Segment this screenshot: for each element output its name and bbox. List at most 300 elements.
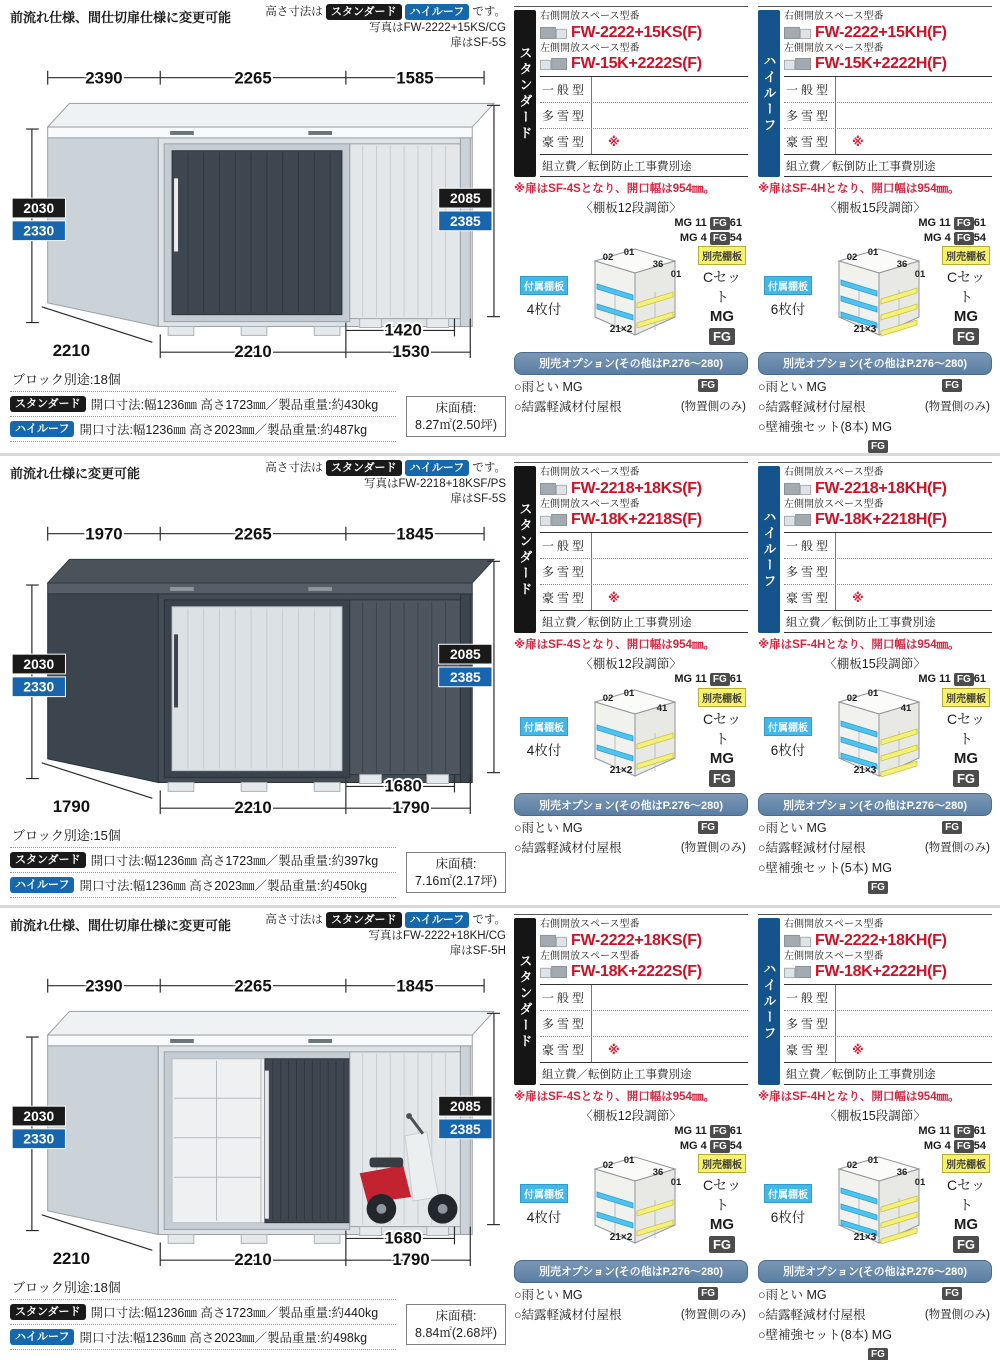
fg-badge: FG [868, 440, 888, 453]
fg-note: 61 [973, 1125, 986, 1137]
block-note: ブロック別途:18個 [12, 1280, 121, 1295]
option-item [514, 375, 748, 395]
mg-label: MG [709, 749, 735, 767]
shelf-span: 21×3 [853, 765, 877, 776]
asterisk-mark: ※ [608, 590, 620, 605]
product-column-highroof [756, 456, 1000, 905]
left-open-shed-icon [540, 965, 568, 979]
left-open-label: 左側開放スペース型番 [540, 950, 640, 962]
accordion-door [265, 1059, 350, 1223]
height-standard: 2030 [23, 655, 55, 672]
floor-area-label: 床面積: [435, 856, 477, 871]
product-code-right: FW-2218+18KS(F) [571, 479, 702, 497]
option-note: (物置側のみ) [924, 1308, 990, 1321]
shelf-span: 21×2 [609, 765, 633, 776]
type-vertical-label: スタンダード [514, 918, 536, 1085]
shed-body [48, 1011, 494, 1243]
included-shelf-label: 付属棚板 [764, 717, 812, 736]
optional-shelf-set: Cセット [702, 710, 742, 747]
row-label-general: 一般型 [784, 533, 836, 558]
dim-width-space: 1845 [396, 976, 434, 996]
sliding-door [172, 607, 342, 771]
mg-label: MG [709, 308, 735, 326]
shelf-adjust-title: 〈棚板15段調節〉 [824, 201, 926, 215]
row-label-heavysnow: 豪雪型 [540, 585, 592, 610]
mg-note: MG 4 [923, 1139, 951, 1152]
option-item [758, 1323, 992, 1343]
right-open-label: 右側開放スペース型番 [784, 467, 884, 478]
asterisk-mark: ※ [852, 590, 864, 605]
option-item [514, 1283, 748, 1303]
product-column-standard [512, 908, 756, 1360]
dim-width-shed: 2265 [234, 524, 272, 544]
optional-shelf-label: 別売棚板 [942, 688, 990, 707]
row-label-snow: 多雪型 [540, 103, 592, 128]
dim-depth-top: 2390 [85, 976, 123, 996]
right-open-label: 右側開放スペース型番 [784, 919, 884, 930]
shelf-num: 01 [914, 268, 926, 280]
dim-depth-bottom: 1790 [52, 797, 91, 817]
dim-space-inner: 1420 [384, 320, 422, 340]
shelf-num: 01 [670, 1176, 682, 1188]
dim-width-shed: 2265 [234, 68, 272, 88]
shelf-num: 02 [846, 693, 858, 704]
fg-badge: FG [954, 1140, 974, 1153]
door-warning: ※扉はSF-4Sとなり、開口幅は954㎜。 [514, 1091, 715, 1103]
fg-badge: FG [710, 1125, 730, 1138]
optional-shelf-set: Cセット [702, 1177, 742, 1214]
product-code-left: FW-18K+2218H(F) [815, 511, 947, 528]
asterisk-mark: ※ [852, 1042, 864, 1057]
mg-note: MG 11 [674, 673, 707, 685]
fg-badge: FG [942, 379, 962, 392]
assembly-fee-note: 組立費／転倒防止工事費別途 [784, 1062, 992, 1085]
mg-note: MG 4 [923, 231, 951, 244]
fg-badge: FG [953, 328, 979, 345]
options-header: 別売オプション(その他はP.276〜280) [758, 793, 992, 816]
type-vertical-label: ハイルーフ [758, 10, 780, 177]
included-shelf-count: 6枚付 [770, 301, 806, 317]
shelf-span: 21×2 [609, 323, 633, 335]
assembly-fee-note: 組立費／転倒防止工事費別途 [784, 610, 992, 633]
standard-badge: スタンダード [10, 852, 86, 868]
option-text: ○雨とい MG [514, 1287, 583, 1302]
illustration-area [0, 0, 512, 453]
row-label-heavysnow: 豪雪型 [540, 129, 592, 154]
row-label-heavysnow: 豪雪型 [784, 129, 836, 154]
assembly-fee-note: 組立費／転倒防止工事費別途 [784, 154, 992, 177]
floor-area-value: 8.27㎡(2.50坪) [415, 417, 497, 432]
row-label-snow: 多雪型 [784, 559, 836, 584]
included-shelf-count: 6枚付 [770, 743, 806, 758]
option-text: ○結露軽減材付屋根 [514, 399, 622, 414]
height-standard-right: 2085 [449, 1098, 481, 1115]
fg-badge: FG [954, 1125, 974, 1138]
photo-caption [265, 460, 506, 508]
option-text: ○結露軽減材付屋根 [758, 1307, 866, 1322]
product-code-left: FW-18K+2222S(F) [571, 963, 702, 980]
right-open-shed-icon [540, 482, 568, 496]
asterisk-mark: ※ [608, 1042, 620, 1057]
height-note-prefix: 高さ寸法は [265, 462, 323, 475]
shelf-num: 01 [623, 246, 635, 258]
shelf-num: 36 [652, 1166, 664, 1178]
type-vertical-label: ハイルーフ [758, 918, 780, 1085]
included-shelf-label: 付属棚板 [764, 1184, 812, 1203]
option-text: ○雨とい MG [514, 821, 583, 835]
fg-badge: FG [709, 1236, 735, 1253]
shelf-diagram-row [514, 246, 748, 348]
standard-badge: スタンダード [326, 912, 402, 928]
door-warning: ※扉はSF-4Sとなり、開口幅は954㎜。 [514, 183, 715, 195]
optional-shelf-label: 別売棚板 [698, 688, 746, 707]
shelf-num: 02 [602, 1159, 614, 1171]
door-edge-strip [265, 1071, 269, 1219]
shelf-num: 02 [602, 693, 614, 704]
height-note-prefix: 高さ寸法は [265, 6, 323, 19]
shelf-num: 36 [896, 258, 908, 270]
option-text: ○結露軽減材付屋根 [758, 841, 866, 855]
dim-depth-top: 2390 [85, 68, 123, 88]
height-standard: 2030 [23, 199, 55, 216]
highroof-badge: ハイルーフ [10, 421, 74, 437]
fg-badge: FG [942, 821, 962, 834]
mg-label: MG [953, 749, 979, 767]
row-label-heavysnow: 豪雪型 [540, 1037, 592, 1062]
included-shelf-count: 4枚付 [526, 743, 562, 758]
product-section-fw2222-18k [0, 908, 1000, 1360]
row-label-general: 一般型 [540, 985, 592, 1010]
shelf-notes [758, 1124, 992, 1154]
mg-label: MG [953, 1216, 979, 1234]
spec-change-note: 前流れ仕様、間仕切扉仕様に変更可能 [10, 10, 232, 25]
fg-badge: FG [709, 328, 735, 345]
shelf-notes [514, 216, 748, 246]
spec-row-standard [10, 1299, 396, 1324]
shelf-num: 01 [670, 268, 682, 280]
right-open-shed-icon [540, 26, 568, 40]
fg-badge: FG [709, 770, 735, 787]
options-header: 別売オプション(その他はP.276〜280) [758, 1260, 992, 1283]
spec-text-standard: 開口寸法:幅1236㎜ 高さ1723㎜／製品重量:約397kg [90, 854, 379, 868]
height-highroof-right: 2385 [449, 1120, 481, 1137]
shelf-num: 01 [623, 688, 635, 699]
price-table [540, 984, 748, 1062]
option-item [758, 395, 992, 415]
dim-width-space: 1585 [396, 68, 434, 88]
right-open-shed-icon [784, 482, 812, 496]
row-label-snow: 多雪型 [540, 559, 592, 584]
option-text: ○雨とい MG [758, 379, 827, 394]
fg-note: 54 [729, 231, 742, 244]
fg-badge: FG [954, 217, 974, 230]
product-code-right: FW-2218+18KH(F) [815, 479, 947, 497]
shelf-diagram-row [758, 246, 992, 348]
door-model-note: 扉はSF-5S [450, 493, 506, 506]
shelf-adjust-title: 〈棚板15段調節〉 [824, 657, 926, 671]
fg-badge: FG [698, 1287, 718, 1300]
included-shelf-label: 付属棚板 [520, 717, 568, 736]
product-section-fw2218-18k [0, 456, 1000, 908]
left-open-label: 左側開放スペース型番 [784, 42, 884, 54]
asterisk-mark: ※ [608, 134, 620, 149]
height-standard: 2030 [23, 1107, 55, 1124]
right-open-label: 右側開放スペース型番 [540, 467, 640, 478]
left-open-label: 左側開放スペース型番 [540, 498, 640, 510]
shelf-adjust-title: 〈棚板15段調節〉 [824, 1109, 926, 1123]
options-header: 別売オプション(その他はP.276〜280) [514, 793, 748, 816]
dim-width-shed: 2265 [234, 976, 272, 996]
fg-badge: FG [698, 821, 718, 834]
dim-depth-bottom: 2210 [52, 341, 91, 361]
options-header: 別売オプション(その他はP.276〜280) [514, 352, 748, 375]
door-warning: ※扉はSF-4Hとなり、開口幅は954㎜。 [758, 183, 960, 195]
option-item [758, 1303, 992, 1323]
option-text: ○結露軽減材付屋根 [758, 399, 866, 414]
row-label-general: 一般型 [540, 77, 592, 102]
price-table [540, 532, 748, 610]
height-highroof: 2330 [23, 222, 55, 239]
shelf-num: 01 [867, 688, 879, 699]
price-table [784, 532, 992, 610]
floor-area-value: 7.16㎡(2.17坪) [415, 873, 497, 888]
fg-badge: FG [868, 1348, 888, 1360]
option-item [758, 1283, 992, 1303]
option-text: ○壁補強セット(8本) MG [758, 1327, 892, 1342]
top-dimension-lines [48, 525, 484, 544]
left-open-shed-icon [540, 513, 568, 527]
option-text: ○結露軽減材付屋根 [514, 841, 622, 855]
spec-text-standard: 開口寸法:幅1236㎜ 高さ1723㎜／製品重量:約430kg [90, 398, 379, 412]
spec-text-highroof: 開口寸法:幅1236㎜ 高さ2023㎜／製品重量:約487kg [79, 423, 368, 437]
highroof-badge: ハイルーフ [10, 1329, 74, 1345]
fg-note: 61 [973, 673, 986, 685]
shelf-num: 01 [623, 1154, 635, 1166]
illustration-area [0, 456, 512, 905]
fg-note: 61 [729, 1125, 742, 1137]
left-open-label: 左側開放スペース型番 [540, 42, 640, 54]
optional-shelf-label: 別売棚板 [942, 246, 990, 265]
photo-caption [265, 912, 506, 960]
fg-note: 54 [973, 231, 986, 244]
shelf-diagram-row [514, 687, 748, 789]
optional-shelf-label: 別売棚板 [698, 246, 746, 265]
fg-badge: FG [710, 673, 730, 686]
shelf-cube-diagram [820, 246, 938, 348]
door-warning: ※扉はSF-4Sとなり、開口幅は954㎜。 [514, 639, 715, 651]
photo-model-note: 写真はFW-2218+18KSF/PS [364, 477, 506, 490]
height-note-suffix: です。 [472, 462, 506, 475]
row-label-heavysnow: 豪雪型 [784, 1037, 836, 1062]
option-item [758, 836, 992, 856]
height-note-suffix: です。 [472, 914, 506, 927]
spec-text-highroof: 開口寸法:幅1236㎜ 高さ2023㎜／製品重量:約450kg [79, 879, 368, 893]
standard-badge: スタンダード [10, 396, 86, 412]
price-table [540, 76, 748, 154]
height-highroof: 2330 [23, 1130, 55, 1147]
fg-badge: FG [710, 232, 730, 245]
shelf-num: 02 [602, 251, 614, 263]
fg-badge: FG [942, 1287, 962, 1300]
right-open-shed-icon [784, 26, 812, 40]
standard-badge: スタンダード [326, 4, 402, 20]
height-highroof: 2330 [23, 678, 55, 695]
spec-change-note: 前流れ仕様に変更可能 [10, 466, 141, 481]
shelf-notes [514, 1124, 748, 1154]
door-model-note: 扉はSF-5S [450, 37, 506, 50]
floor-area-value: 8.84㎡(2.68坪) [415, 1325, 497, 1340]
options-header: 別売オプション(その他はP.276〜280) [514, 1260, 748, 1283]
dim-width-bottom: 2210 [234, 798, 272, 818]
floor-area-box [406, 852, 506, 894]
shelf-adjust-title: 〈棚板12段調節〉 [580, 201, 682, 215]
dim-width-bottom: 2210 [234, 1250, 272, 1270]
product-code-right: FW-2222+18KH(F) [815, 931, 947, 949]
included-shelf-count: 4枚付 [526, 1209, 562, 1225]
standard-badge: スタンダード [10, 1304, 86, 1320]
shelf-num: 02 [846, 251, 858, 263]
shed-illustration [10, 962, 504, 1274]
fg-badge: FG [698, 379, 718, 392]
shelf-cube-diagram [820, 687, 938, 789]
shelf-diagram-row [758, 1154, 992, 1256]
option-text: ○結露軽減材付屋根 [514, 1307, 622, 1322]
top-dimension-lines [48, 69, 484, 88]
shelf-notes [758, 216, 992, 246]
row-label-snow: 多雪型 [784, 103, 836, 128]
product-column-highroof [756, 908, 1000, 1360]
floor-area-box [406, 396, 506, 438]
product-code-left: FW-18K+2222H(F) [815, 963, 947, 980]
highroof-badge: ハイルーフ [405, 460, 469, 476]
fg-note: 54 [729, 1139, 742, 1152]
shelf-notes [758, 672, 992, 687]
photo-caption [265, 4, 506, 52]
dim-space-outer: 1530 [392, 342, 430, 362]
row-label-general: 一般型 [784, 77, 836, 102]
sliding-door [172, 151, 342, 315]
fg-note: 54 [973, 1139, 986, 1152]
dim-width-space: 1845 [396, 524, 434, 544]
assembly-fee-note: 組立費／転倒防止工事費別途 [540, 1062, 748, 1085]
assembly-fee-note: 組立費／転倒防止工事費別途 [540, 610, 748, 633]
height-highroof-right: 2385 [449, 668, 481, 685]
optional-shelf-set: Cセット [702, 269, 742, 306]
right-open-shed-icon [784, 934, 812, 948]
dim-space-outer: 1790 [392, 1250, 430, 1270]
door-warning: ※扉はSF-4Hとなり、開口幅は954㎜。 [758, 1091, 960, 1103]
shelf-cube-diagram [576, 246, 694, 348]
options-header: 別売オプション(その他はP.276〜280) [758, 352, 992, 375]
dim-space-outer: 1790 [392, 798, 430, 818]
right-open-label: 右側開放スペース型番 [540, 919, 640, 930]
dim-space-inner: 1680 [384, 776, 422, 796]
product-column-standard [512, 456, 756, 905]
option-note: (物置側のみ) [680, 1308, 746, 1321]
option-text: ○壁補強セット(5本) MG [758, 861, 892, 875]
mg-note: MG 4 [679, 1139, 707, 1152]
left-open-label: 左側開放スペース型番 [784, 498, 884, 510]
shelf-num: 36 [652, 258, 664, 270]
mg-note: MG 11 [674, 1125, 707, 1137]
floor-area-label: 床面積: [435, 400, 477, 415]
fg-badge: FG [954, 232, 974, 245]
included-shelf-count: 6枚付 [770, 1209, 806, 1225]
dim-depth-bottom: 2210 [52, 1249, 91, 1269]
optional-shelf-label: 別売棚板 [698, 1154, 746, 1173]
floor-area-label: 床面積: [435, 1308, 477, 1323]
assembly-fee-note: 組立費／転倒防止工事費別途 [540, 154, 748, 177]
price-table [784, 76, 992, 154]
fg-badge: FG [953, 1236, 979, 1253]
option-item [758, 816, 992, 836]
shed-illustration [10, 54, 504, 366]
optional-shelf-set: Cセット [946, 710, 986, 747]
option-item [514, 1303, 748, 1323]
shelf-num: 36 [896, 1166, 908, 1178]
option-item [758, 375, 992, 395]
block-note: ブロック別途:18個 [12, 372, 121, 387]
row-label-heavysnow: 豪雪型 [784, 585, 836, 610]
right-open-shed-icon [540, 934, 568, 948]
shelf-num: 02 [846, 1159, 858, 1171]
block-note: ブロック別途:15個 [12, 828, 121, 843]
product-code-right: FW-2222+15KH(F) [815, 23, 947, 41]
fg-note: 61 [729, 217, 742, 229]
right-open-label: 右側開放スペース型番 [540, 11, 640, 22]
door-handle [174, 634, 178, 707]
top-dimension-lines [48, 977, 484, 996]
shelf-num: 01 [867, 246, 879, 258]
shelf-cube-diagram [576, 1154, 694, 1256]
shed-body [48, 559, 494, 791]
product-code-right: FW-2222+18KS(F) [571, 931, 702, 949]
shelf-diagram-row [514, 1154, 748, 1256]
height-note-prefix: 高さ寸法は [265, 914, 323, 927]
shelf-diagram-row [758, 687, 992, 789]
fg-badge: FG [953, 770, 979, 787]
product-code-left: FW-18K+2218S(F) [571, 511, 702, 528]
option-item [758, 856, 992, 876]
mg-note: MG 11 [918, 1125, 951, 1137]
shelf-cube-diagram [576, 687, 694, 789]
product-code-left: FW-15K+2222H(F) [815, 55, 947, 72]
option-text: ○雨とい MG [758, 1287, 827, 1302]
option-text: ○壁補強セット(8本) MG [758, 419, 892, 434]
product-code-right: FW-2222+15KS(F) [571, 23, 702, 41]
type-vertical-label: ハイルーフ [758, 466, 780, 633]
spec-change-note: 前流れ仕様、間仕切扉仕様に変更可能 [10, 918, 232, 933]
optional-shelf-set: Cセット [946, 1177, 986, 1214]
shelf-num: 41 [656, 703, 668, 714]
included-shelf-count: 4枚付 [526, 301, 562, 317]
option-text: ○雨とい MG [514, 379, 583, 394]
left-open-shed-icon [784, 965, 812, 979]
floor-area-box [406, 1304, 506, 1346]
mg-label: MG [709, 1216, 735, 1234]
shelf-cube-diagram [820, 1154, 938, 1256]
dim-space-inner: 1680 [384, 1228, 422, 1248]
door-warning: ※扉はSF-4Hとなり、開口幅は954㎜。 [758, 639, 960, 651]
type-vertical-label: スタンダード [514, 466, 536, 633]
mg-note: MG 11 [918, 673, 951, 685]
shelf-adjust-title: 〈棚板12段調節〉 [580, 657, 682, 671]
asterisk-mark: ※ [852, 134, 864, 149]
spec-text-highroof: 開口寸法:幅1236㎜ 高さ2023㎜／製品重量:約498kg [79, 1331, 368, 1345]
product-section-fw2222-15k [0, 0, 1000, 456]
spec-row-highroof [10, 1324, 396, 1350]
product-code-left: FW-15K+2222S(F) [571, 55, 702, 72]
